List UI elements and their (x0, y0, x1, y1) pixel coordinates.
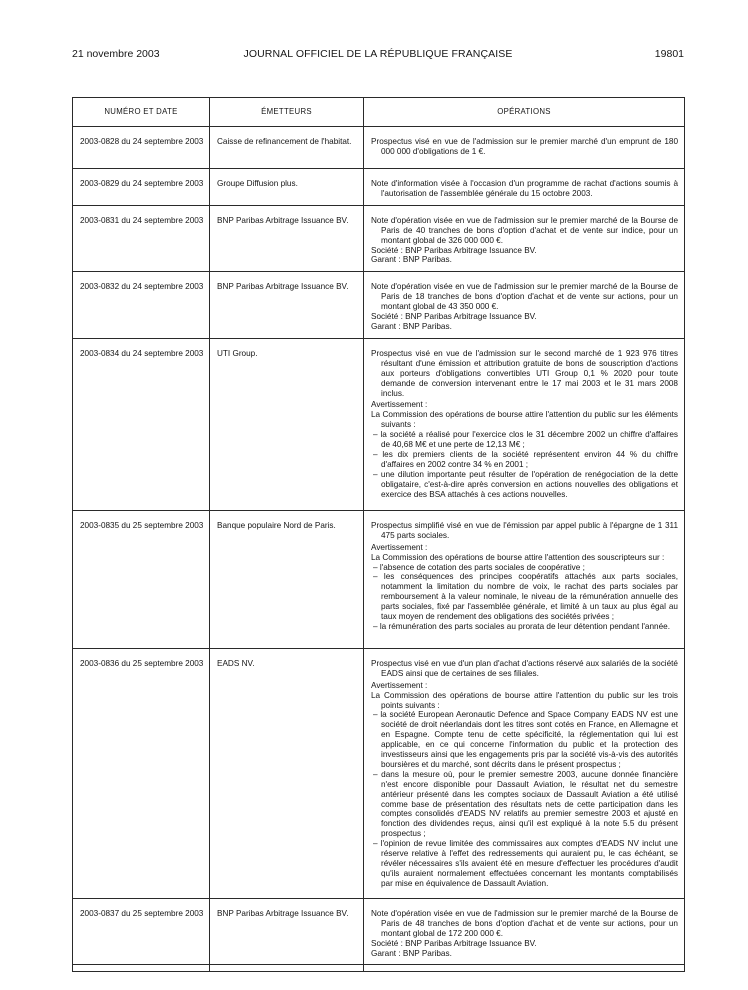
operation-text: Prospectus visé en vue de l'admission sur le premier marché d'un emprunt de 180 000 000 d'obligations de 1 €. (371, 137, 678, 156)
warning-heading: Avertissement : (371, 680, 428, 690)
table-row (73, 205, 685, 272)
operations-cell (364, 510, 685, 648)
warning-item: – l'opinion de revue limitée des commissaires aux comptes d'EADS NV inclut une réserve relative à l'effet des redressements qui auraient pu, le cas échéant, se révéler nécessaires s'ils avaient été en mesure d'effectuer les procédures d'audit qu'ils auraient normalement effectuées concernant les montants comptabilisés par mise en équivalence de Dassault Aviation. (373, 839, 678, 888)
numero-cell: 2003-0835 du 25 septembre 2003 (73, 510, 210, 648)
warning-intro: La Commission des opérations de bourse attire l'attention du public sur les trois points suivants : (371, 690, 678, 710)
garant-line: Garant : BNP Paribas. (371, 255, 452, 265)
warning-item: – les dix premiers clients de la société représentent environ 44 % du chiffre d'affaires en 2002 contre 34 % en 2001 ; (373, 449, 678, 469)
operations-cell (364, 898, 685, 965)
operations-cell (364, 338, 685, 510)
emetteur-cell: BNP Paribas Arbitrage Issuance BV. (210, 205, 364, 272)
societe-line: Société : BNP Paribas Arbitrage Issuance BV. (371, 245, 537, 255)
table-row (73, 338, 685, 510)
emetteur-cell: BNP Paribas Arbitrage Issuance BV. (210, 898, 364, 965)
operations-cell (364, 127, 685, 169)
warning-item: – dans la mesure où, pour le premier semestre 2003, aucune donnée financière n'est encore disponible pour Dassault Aviation, le résultat net du semestre antérieur présenté dans les comptes sociaux de Dassault Aviation a été utilisé comme base de présentation des résultats nets de cette participation dans les comptes consolidés d'EADS NV relatifs au premier semestre 2003 et ajusté en fonction des dividendes reçus, ainsi qu'il est expliqué à la note 5.5 du présent prospectus ; (373, 769, 678, 839)
warning-item: – la société European Aeronautic Defence and Space Company EADS NV est une société de droit néerlandais dont les titres sont cotés en France, en Allemagne et en Espagne. Compte tenu de cette spécificité, la réglementation qui lui est applicable, en ce qui concerne l'information du public et la protection des investisseurs ainsi que les engagements pris par la société vis-à-vis des autorités boursières et du marché, sont décrits dans le présent prospectus ; (373, 710, 678, 769)
numero-cell: 2003-0828 du 24 septembre 2003 (73, 127, 210, 169)
warning-heading: Avertissement : (371, 542, 428, 552)
numero-cell: 2003-0834 du 24 septembre 2003 (73, 338, 210, 510)
societe-line: Société : BNP Paribas Arbitrage Issuance BV. (371, 312, 537, 322)
warning-item: – la rémunération des parts sociales au prorata de leur détention pendant l'année. (373, 621, 670, 631)
emetteur-cell: Groupe Diffusion plus. (210, 169, 364, 206)
column-header-numero: NUMÉRO ET DATE (73, 98, 210, 127)
table-row (73, 272, 685, 339)
table-row (73, 127, 685, 169)
garant-line: Garant : BNP Paribas. (371, 948, 452, 958)
operation-text: Prospectus visé en vue d'un plan d'achat d'actions réservé aux salariés de la société EADS ainsi que de certaines de ses filiales. (371, 658, 678, 678)
operation-text: Note d'information visée à l'occasion d'un programme de rachat d'actions soumis à l'autorisation de l'assemblée générale du 15 octobre 2003. (371, 179, 678, 198)
warning-item: – les conséquences des principes coopératifs attachés aux parts sociales, notamment la limitation du nombre de voix, le rachat des parts sociales par remboursement à la valeur nominale, le niveau de la rémunération annuelle des parts sociales, fixé par l'assemblée générale, et limité à un taux au plus égal au taux moyen de rendement des obligations des sociétés privées ; (373, 572, 678, 622)
operations-table (72, 97, 685, 972)
emetteur-cell: UTI Group. (210, 338, 364, 510)
emetteur-cell: Caisse de refinancement de l'habitat. (210, 127, 364, 169)
operations-cell (364, 272, 685, 339)
operations-cell (364, 205, 685, 272)
operation-text: Note d'opération visée en vue de l'admission sur le premier marché de la Bourse de Paris de 40 tranches de bons d'option d'achat et de vente sur indice, pour un montant global de 326 000 000 €. (371, 215, 678, 245)
column-header-emetteurs: ÉMETTEURS (210, 98, 364, 127)
table-row-continuation (73, 965, 685, 972)
page-number: 19801 (654, 48, 684, 60)
warning-intro: La Commission des opérations de bourse attire l'attention du public sur les éléments suivants : (371, 410, 678, 430)
warning-heading: Avertissement : (371, 400, 428, 410)
numero-cell: 2003-0837 du 25 septembre 2003 (73, 898, 210, 965)
warning-intro: La Commission des opérations de bourse attire l'attention des souscripteurs sur : (371, 552, 665, 562)
table-row (73, 510, 685, 648)
warning-item: – l'absence de cotation des parts sociales de coopérative ; (373, 562, 585, 572)
table-row (73, 898, 685, 965)
numero-cell: 2003-0832 du 24 septembre 2003 (73, 272, 210, 339)
numero-cell: 2003-0831 du 24 septembre 2003 (73, 205, 210, 272)
table-row (73, 169, 685, 206)
table-header-row (73, 98, 685, 127)
operations-cell (364, 648, 685, 898)
emetteur-cell: EADS NV. (210, 648, 364, 898)
societe-line: Société : BNP Paribas Arbitrage Issuance BV. (371, 938, 537, 948)
column-header-operations: OPÉRATIONS (364, 98, 685, 127)
numero-cell: 2003-0829 du 24 septembre 2003 (73, 169, 210, 206)
table-row (73, 648, 685, 898)
garant-line: Garant : BNP Paribas. (371, 321, 452, 331)
operation-text: Prospectus visé en vue de l'admission sur le second marché de 1 923 976 titres résultant d'une émission et attribution gratuite de bons de souscription d'actions aux porteurs d'obligations convertibles UTI Group 0,1 % 2020 pour toute demande de conversion intervenant entre le 17 mai 2003 et le 31 mars 2008 inclus. (371, 348, 678, 398)
numero-cell: 2003-0836 du 25 septembre 2003 (73, 648, 210, 898)
operation-text: Note d'opération visée en vue de l'admission sur le premier marché de la Bourse de Paris de 18 tranches de bons d'option d'achat et de vente sur actions, pour un montant global de 43 350 000 €. (371, 282, 678, 312)
operation-text: Note d'opération visée en vue de l'admission sur le premier marché de la Bourse de Paris de 48 tranches de bons d'option d'achat et de vente sur actions, pour un montant global de 172 200 000 €. (371, 908, 678, 938)
operation-text: Prospectus simplifié visé en vue de l'émission par appel public à l'épargne de 1 311 475 parts sociales. (371, 520, 678, 540)
warning-item: – la société a réalisé pour l'exercice clos le 31 décembre 2002 un chiffre d'affaires de 40,68 M€ et une perte de 12,13 M€ ; (373, 430, 678, 450)
warning-item: – une dilution importante peut résulter de l'opération de renégociation de la dette obligataire, c'est-à-dire après conversion en actions nouvelles des obligations et exercice des BSA attachés à ces actions nouvelles. (373, 469, 678, 499)
emetteur-cell: BNP Paribas Arbitrage Issuance BV. (210, 272, 364, 339)
journal-title: JOURNAL OFFICIEL DE LA RÉPUBLIQUE FRANÇAISE (243, 48, 513, 60)
page-header (72, 48, 684, 64)
header-date: 21 novembre 2003 (72, 48, 160, 60)
operations-cell (364, 169, 685, 206)
emetteur-cell: Banque populaire Nord de Paris. (210, 510, 364, 648)
